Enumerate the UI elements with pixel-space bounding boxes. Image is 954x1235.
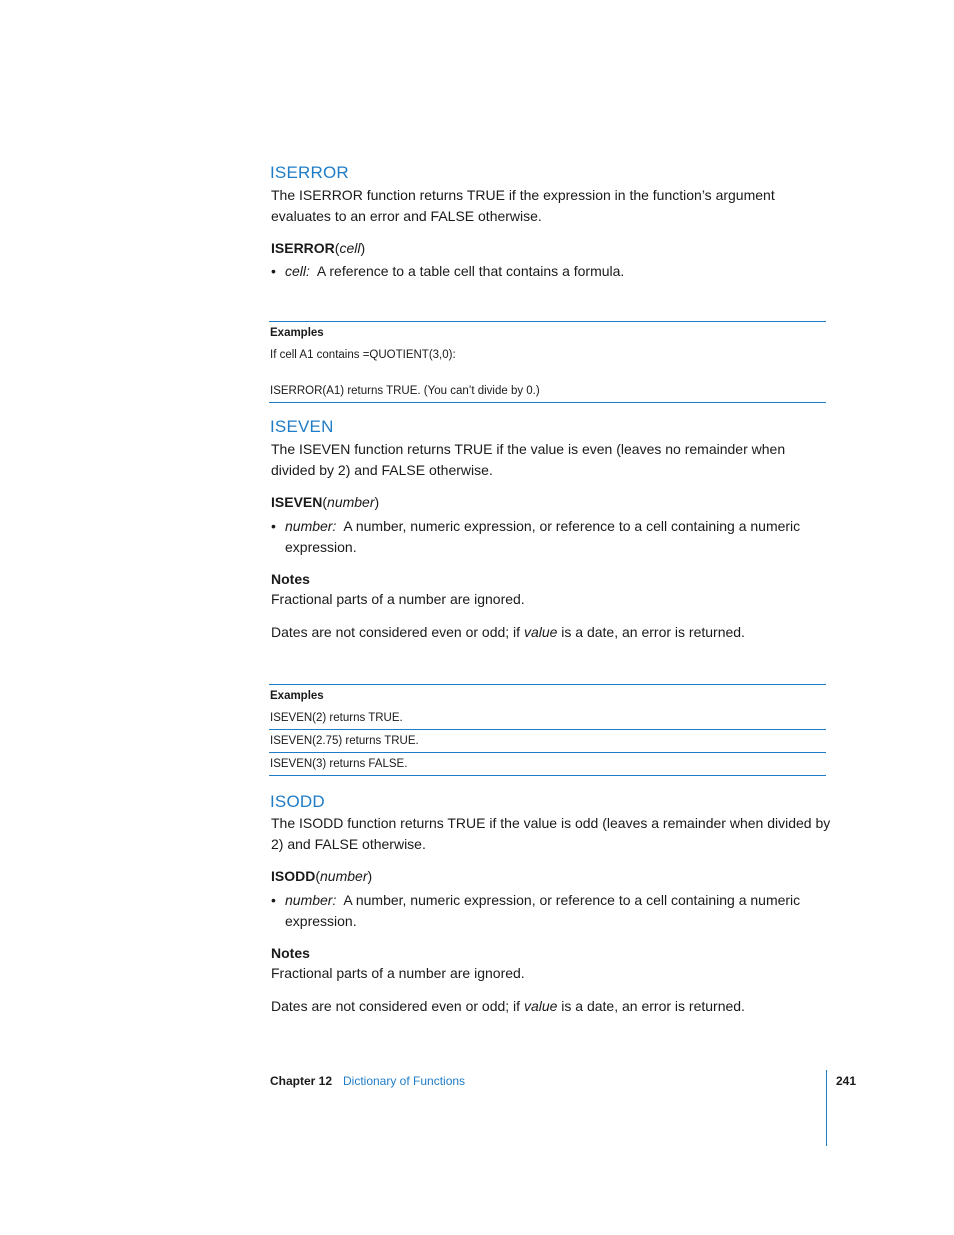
footer-vertical-rule [826, 1070, 827, 1146]
iseven-note-fractional: Fractional parts of a number are ignored. [271, 591, 525, 607]
page-number: 241 [836, 1074, 857, 1088]
example-row: ISEVEN(3) returns FALSE. [270, 758, 408, 770]
syntax-open-paren: ( [334, 240, 340, 256]
isodd-heading: ISODD [270, 792, 325, 811]
example-row: ISERROR(A1) returns TRUE. (You can’t divide by 0.) [270, 385, 540, 397]
iserror-argument-bullet [271, 261, 826, 282]
example-row: If cell A1 contains =QUOTIENT(3,0): [270, 349, 456, 361]
argument-term: cell: [285, 263, 310, 279]
syntax-close-paren: ) [360, 240, 366, 256]
iseven-syntax [271, 492, 379, 512]
footer-chapter-title: Dictionary of Functions [343, 1074, 466, 1088]
example-row: ISEVEN(2.75) returns TRUE. [270, 735, 419, 747]
bullet-dot-icon: • [271, 263, 276, 279]
syntax-argument: cell [339, 240, 361, 256]
iseven-description: The ISEVEN function returns TRUE if the value is even (leaves no remainder when divided by 2) and FALSE otherwise. [271, 441, 786, 478]
note-text-pre: Dates are not considered even or odd; if [271, 624, 524, 640]
iserror-heading: ISERROR [270, 163, 349, 182]
iseven-note-dates [271, 622, 831, 643]
note-variable: value [523, 998, 558, 1014]
isodd-description: The ISODD function returns TRUE if the value is odd (leaves a remainder when divided by 2) and FALSE otherwise. [271, 815, 831, 852]
iserror-description: The ISERROR function returns TRUE if the expression in the function’s argument evaluates to an error and FALSE otherwise. [271, 187, 775, 224]
isodd-note-dates [271, 996, 831, 1017]
iseven-examples-table [269, 684, 826, 776]
syntax-function-name: ISODD [271, 868, 316, 884]
isodd-syntax [271, 866, 372, 886]
syntax-argument: number [327, 494, 375, 510]
syntax-function-name: ISEVEN [271, 494, 323, 510]
table-bottom-rule [269, 775, 826, 776]
note-variable: value [523, 624, 558, 640]
syntax-argument: number [320, 868, 368, 884]
isodd-argument-bullet [271, 890, 826, 931]
iserror-examples-table [269, 321, 826, 403]
table-bottom-rule [269, 402, 826, 403]
isodd-note-fractional: Fractional parts of a number are ignored. [271, 965, 525, 981]
examples-label: Examples [270, 690, 324, 702]
argument-description: A number, numeric expression, or reference to a cell containing a numeric expression. [285, 892, 801, 929]
example-row: ISEVEN(2) returns TRUE. [270, 712, 403, 724]
note-text-post: is a date, an error is returned. [557, 998, 745, 1014]
examples-label: Examples [270, 327, 324, 339]
bullet-dot-icon: • [271, 518, 276, 534]
iserror-syntax [271, 238, 365, 258]
iseven-heading: ISEVEN [270, 417, 334, 436]
bullet-dot-icon: • [271, 892, 276, 908]
argument-term: number: [285, 892, 337, 908]
syntax-close-paren: ) [374, 494, 380, 510]
syntax-open-paren: ( [315, 868, 321, 884]
note-text-post: is a date, an error is returned. [557, 624, 745, 640]
isodd-notes-heading: Notes [271, 945, 310, 961]
syntax-open-paren: ( [322, 494, 328, 510]
iseven-argument-bullet [271, 516, 826, 557]
argument-description: A number, numeric expression, or reference to a cell containing a numeric expression. [285, 518, 801, 555]
footer-chapter-label: Chapter 12 [270, 1074, 333, 1088]
argument-term: number: [285, 518, 337, 534]
note-text-pre: Dates are not considered even or odd; if [271, 998, 524, 1014]
iseven-notes-heading: Notes [271, 571, 310, 587]
syntax-close-paren: ) [367, 868, 373, 884]
syntax-function-name: ISERROR [271, 240, 335, 256]
argument-description: A reference to a table cell that contains a formula. [316, 263, 625, 279]
